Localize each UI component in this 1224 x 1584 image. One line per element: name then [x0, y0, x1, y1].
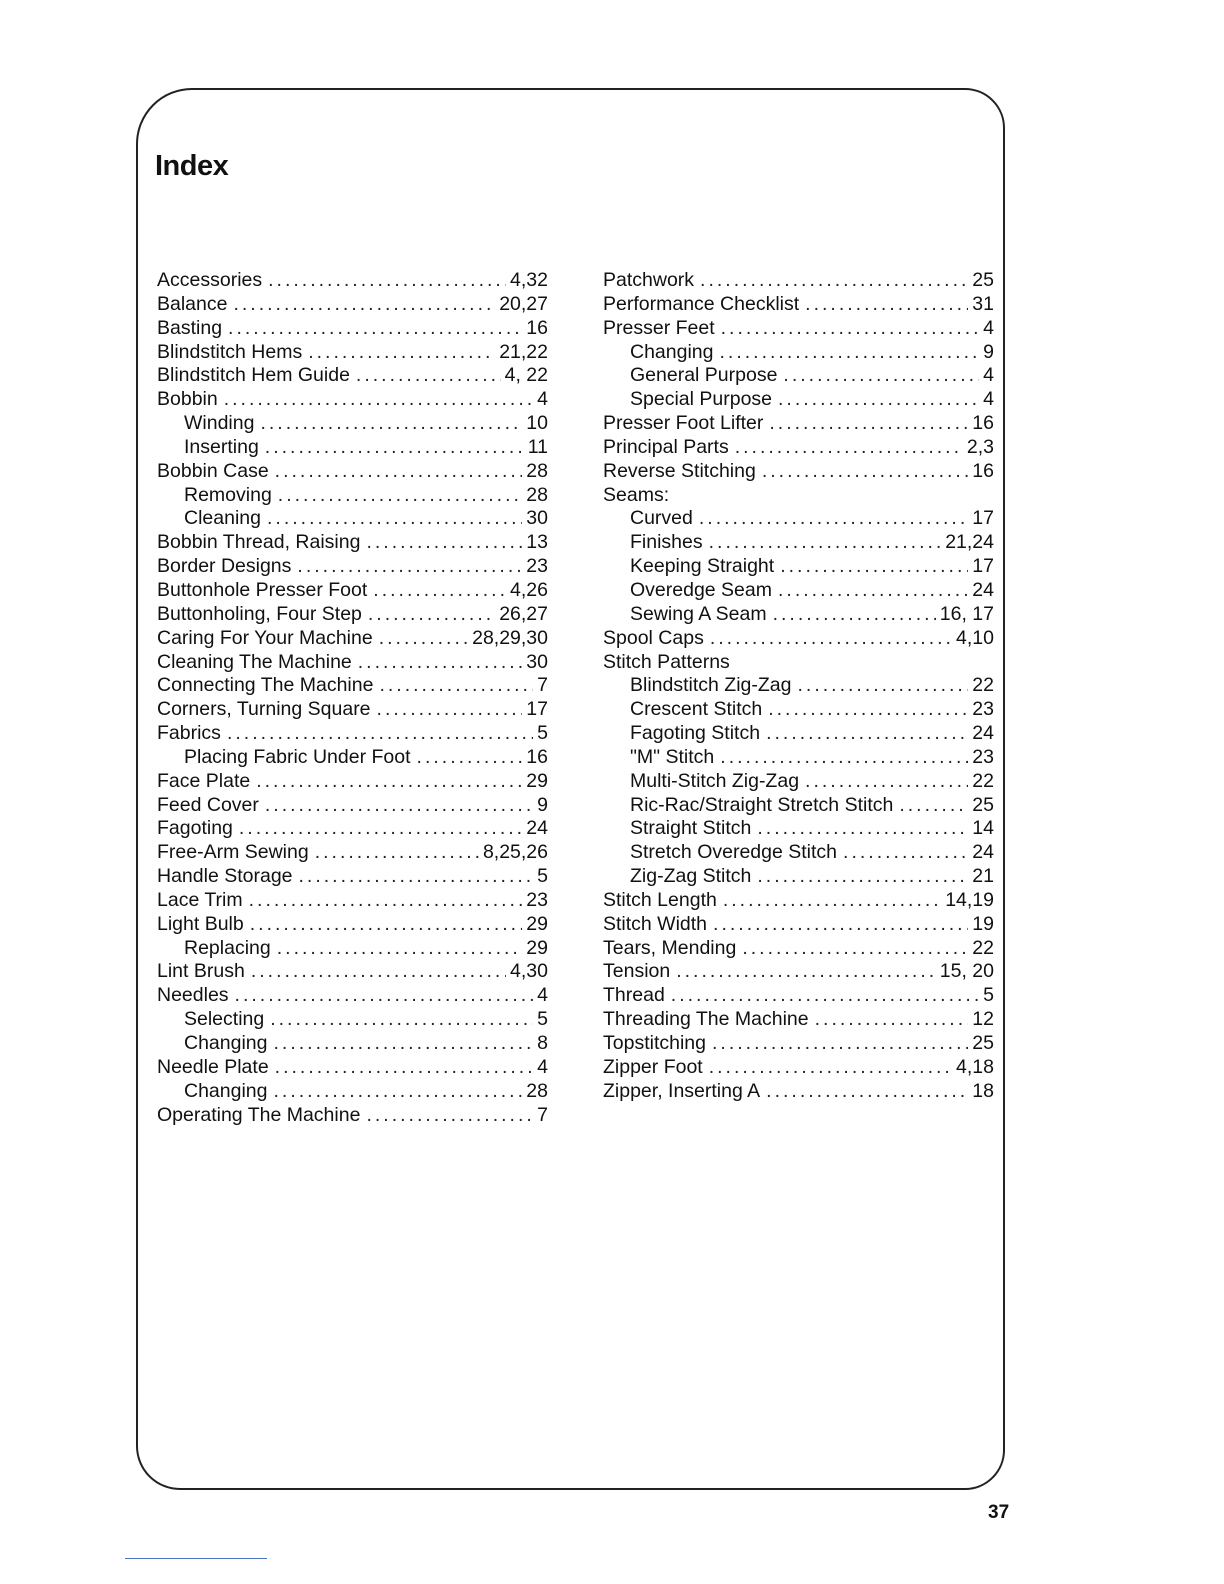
entry-pages: 30	[526, 650, 548, 673]
dot-leader	[719, 341, 979, 365]
entry-label: Blindstitch Hems	[157, 340, 303, 363]
entry-pages: 25	[972, 793, 994, 816]
entry-pages: 4	[537, 984, 548, 1007]
index-entry	[603, 1080, 994, 1104]
entry-label: Performance Checklist	[603, 292, 800, 315]
index-entry	[603, 627, 994, 651]
dot-leader	[709, 1056, 952, 1080]
entry-label: Changing	[630, 340, 714, 363]
entry-pages: 28	[526, 483, 548, 506]
dot-leader	[227, 722, 533, 746]
entry-label: Patchwork	[603, 269, 695, 291]
entry-label: Border Designs	[157, 555, 292, 578]
entry-label: "M" Stitch	[630, 745, 715, 768]
entry-pages: 20,27	[499, 292, 548, 315]
index-column-right	[603, 269, 994, 1104]
index-subentry	[603, 603, 994, 627]
dot-leader	[275, 460, 523, 484]
index-entry	[157, 722, 548, 746]
entry-pages: 29	[526, 769, 548, 792]
index-entry	[157, 317, 548, 341]
dot-leader	[273, 1032, 533, 1056]
entry-label: Stitch Patterns	[603, 650, 730, 673]
dot-leader	[275, 1056, 533, 1080]
entry-label: Reverse Stitching	[603, 459, 756, 482]
entry-pages: 4	[983, 364, 994, 387]
index-entry	[157, 960, 548, 984]
entry-pages: 24	[526, 817, 548, 840]
entry-label: Feed Cover	[157, 793, 259, 816]
dot-leader	[268, 269, 506, 293]
dot-leader	[676, 960, 936, 984]
entry-label: Zig-Zag Stitch	[630, 865, 752, 888]
dot-leader	[735, 436, 963, 460]
entry-label: Bobbin Case	[157, 459, 269, 482]
entry-label: Winding	[184, 412, 255, 435]
dot-leader	[780, 555, 968, 579]
dot-leader	[251, 960, 506, 984]
dot-leader	[815, 1008, 969, 1032]
dot-leader	[256, 770, 522, 794]
dot-leader	[778, 579, 968, 603]
entry-pages: 8,25,26	[482, 841, 548, 864]
index-entry	[603, 1032, 994, 1056]
entry-label: Tears, Mending	[603, 936, 737, 959]
dot-leader	[270, 1008, 533, 1032]
index-subentry	[157, 484, 548, 508]
entry-pages: 19	[972, 912, 994, 935]
entry-pages: 24	[972, 841, 994, 864]
index-entry	[157, 698, 548, 722]
dot-leader	[805, 770, 968, 794]
entry-pages: 14	[972, 817, 994, 840]
entry-label: Straight Stitch	[630, 817, 752, 840]
index-entry	[157, 603, 548, 627]
entry-pages: 16	[526, 316, 548, 339]
dot-leader	[299, 865, 534, 889]
entry-pages: 23	[972, 745, 994, 768]
entry-label: Curved	[630, 507, 693, 530]
index-entry	[157, 770, 548, 794]
entry-label: Ric-Rac/Straight Stretch Stitch	[630, 793, 894, 816]
dot-leader	[766, 1080, 968, 1104]
index-entry	[603, 460, 994, 484]
index-subentry	[603, 865, 994, 889]
index-subentry	[157, 1032, 548, 1056]
index-entry	[157, 627, 548, 651]
entry-pages: 10	[526, 412, 548, 435]
dot-leader	[366, 531, 522, 555]
index-entry	[157, 293, 548, 317]
dot-leader	[265, 794, 533, 818]
entry-label: Fabrics	[157, 722, 221, 745]
dot-leader	[373, 579, 506, 603]
dot-leader	[757, 865, 968, 889]
index-subentry	[603, 341, 994, 365]
entry-pages: 28,29,30	[472, 626, 548, 649]
dot-leader	[417, 746, 523, 770]
dot-leader	[899, 794, 968, 818]
entry-pages: 30	[526, 507, 548, 530]
index-entry	[603, 412, 994, 436]
entry-label: Placing Fabric Under Foot	[184, 745, 411, 768]
entry-pages: 22	[972, 936, 994, 959]
entry-label: Tension	[603, 960, 671, 983]
dot-leader	[239, 817, 522, 841]
entry-label: Spool Caps	[603, 626, 704, 649]
dot-leader	[783, 364, 979, 388]
index-entry	[157, 555, 548, 579]
entry-pages: 4,26	[510, 578, 548, 601]
entry-label: Needle Plate	[157, 1055, 269, 1078]
dot-leader	[235, 984, 534, 1008]
index-subentry	[603, 698, 994, 722]
entry-pages: 23	[526, 555, 548, 578]
index-entry	[157, 1056, 548, 1080]
index-subentry	[603, 531, 994, 555]
dot-leader	[766, 722, 968, 746]
entry-pages: 16, 17	[939, 602, 994, 625]
index-entry	[157, 984, 548, 1008]
entry-pages: 31	[972, 292, 994, 315]
dot-leader	[379, 674, 533, 698]
entry-pages: 5	[537, 722, 548, 745]
dot-leader	[297, 555, 522, 579]
index-subentry	[157, 412, 548, 436]
entry-pages: 4,30	[510, 960, 548, 983]
index-entry	[603, 269, 994, 293]
index-entry	[603, 317, 994, 341]
dot-leader	[377, 698, 523, 722]
dot-leader	[723, 889, 941, 913]
entry-pages: 21,22	[499, 340, 548, 363]
index-entry	[603, 960, 994, 984]
entry-pages: 23	[972, 698, 994, 721]
dot-leader	[742, 937, 968, 961]
entry-pages: 21	[972, 865, 994, 888]
index-subentry	[157, 1080, 548, 1104]
dot-leader	[278, 484, 523, 508]
entry-pages: 5	[537, 1008, 548, 1031]
entry-label: Inserting	[184, 435, 259, 458]
entry-label: Buttonhole Presser Foot	[157, 578, 368, 601]
index-subentry	[603, 841, 994, 865]
entry-pages: 5	[537, 865, 548, 888]
entry-pages: 18	[972, 1079, 994, 1102]
entry-label: Cleaning The Machine	[157, 650, 352, 673]
entry-label: General Purpose	[630, 364, 778, 387]
entry-label: Needles	[157, 984, 229, 1007]
index-subentry	[157, 507, 548, 531]
entry-pages: 17	[526, 698, 548, 721]
entry-pages: 29	[526, 912, 548, 935]
entry-pages: 28	[526, 459, 548, 482]
dot-leader	[699, 507, 968, 531]
index-entry	[157, 531, 548, 555]
entry-pages: 4,10	[956, 626, 994, 649]
entry-pages: 4	[537, 388, 548, 411]
page-title: Index	[155, 150, 229, 182]
index-entry	[603, 937, 994, 961]
dot-leader	[224, 388, 533, 412]
entry-pages: 22	[972, 769, 994, 792]
entry-pages: 22	[972, 674, 994, 697]
entry-label: Basting	[157, 316, 223, 339]
dot-leader	[273, 1080, 522, 1104]
dot-leader	[710, 627, 952, 651]
index-subentry	[157, 937, 548, 961]
dot-leader	[233, 293, 495, 317]
entry-label: Principal Parts	[603, 435, 729, 458]
index-entry	[157, 269, 548, 293]
index-entry	[157, 817, 548, 841]
entry-label: Fagoting	[157, 817, 233, 840]
entry-pages: 4, 22	[504, 364, 548, 387]
index-subentry	[157, 1008, 548, 1032]
entry-pages: 2,3	[966, 435, 994, 458]
dot-leader	[356, 364, 501, 388]
dot-leader	[228, 317, 522, 341]
entry-label: Caring For Your Machine	[157, 626, 373, 649]
entry-pages: 13	[526, 531, 548, 554]
index-subentry	[603, 579, 994, 603]
dot-leader	[315, 841, 479, 865]
entry-label: Balance	[157, 292, 228, 315]
index-entry	[157, 388, 548, 412]
dot-leader	[713, 913, 968, 937]
index-entry	[157, 364, 548, 388]
entry-pages: 12	[972, 1008, 994, 1031]
entry-label: Operating The Machine	[157, 1103, 361, 1126]
index-entry	[157, 889, 548, 913]
entry-label: Light Bulb	[157, 912, 244, 935]
entry-pages: 4,32	[510, 269, 548, 291]
entry-label: Sewing A Seam	[630, 602, 767, 625]
index-subentry	[157, 436, 548, 460]
index-subentry	[603, 794, 994, 818]
entry-label: Zipper Foot	[603, 1055, 703, 1078]
index-entry	[157, 651, 548, 675]
entry-label: Zipper, Inserting A	[603, 1079, 761, 1102]
entry-label: Special Purpose	[630, 388, 773, 411]
index-subentry	[603, 817, 994, 841]
index-column-left	[157, 269, 548, 1127]
entry-label: Connecting The Machine	[157, 674, 374, 697]
entry-pages: 7	[537, 674, 548, 697]
index-subentry	[603, 722, 994, 746]
entry-pages: 24	[972, 722, 994, 745]
entry-pages: 5	[983, 984, 994, 1007]
entry-label: Threading The Machine	[603, 1008, 809, 1031]
dot-leader	[773, 603, 936, 627]
dot-leader	[277, 937, 523, 961]
entry-pages: 25	[972, 269, 994, 291]
index-entry	[603, 293, 994, 317]
entry-pages: 11	[527, 435, 548, 458]
entry-label: Replacing	[184, 936, 271, 959]
dot-leader	[769, 412, 968, 436]
entry-label: Fagoting Stitch	[630, 722, 761, 745]
dot-leader	[805, 293, 968, 317]
entry-pages: 16	[972, 459, 994, 482]
entry-label: Selecting	[184, 1008, 265, 1031]
index-entry	[603, 484, 994, 508]
dot-leader	[249, 889, 523, 913]
footer-rule	[125, 1558, 267, 1559]
dot-leader	[797, 674, 968, 698]
index-subentry	[603, 746, 994, 770]
index-entry	[157, 674, 548, 698]
entry-label: Crescent Stitch	[630, 698, 763, 721]
index-entry	[603, 889, 994, 913]
entry-label: Corners, Turning Square	[157, 698, 371, 721]
entry-label: Handle Storage	[157, 865, 293, 888]
index-entry	[157, 341, 548, 365]
entry-pages: 4,18	[956, 1055, 994, 1078]
index-subentry	[603, 555, 994, 579]
index-entry	[603, 984, 994, 1008]
entry-label: Accessories	[157, 269, 263, 291]
entry-pages: 4	[983, 316, 994, 339]
entry-pages: 26,27	[499, 602, 548, 625]
dot-leader	[358, 651, 523, 675]
entry-label: Presser Feet	[603, 316, 715, 339]
dot-leader	[721, 317, 980, 341]
dot-leader	[379, 627, 468, 651]
index-entry	[157, 1104, 548, 1128]
dot-leader	[768, 698, 968, 722]
index-entry	[157, 841, 548, 865]
dot-leader	[366, 1104, 533, 1128]
dot-leader	[720, 746, 968, 770]
entry-label: Blindstitch Zig-Zag	[630, 674, 792, 697]
entry-label: Changing	[184, 1079, 268, 1102]
index-subentry	[603, 388, 994, 412]
index-subentry	[603, 507, 994, 531]
index-entry	[603, 1008, 994, 1032]
entry-label: Lace Trim	[157, 888, 243, 911]
index-entry	[157, 579, 548, 603]
entry-pages: 4	[537, 1055, 548, 1078]
entry-label: Multi-Stitch Zig-Zag	[630, 769, 800, 792]
index-entry	[157, 865, 548, 889]
entry-pages: 9	[537, 793, 548, 816]
entry-label: Stitch Length	[603, 888, 717, 911]
dot-leader	[843, 841, 968, 865]
entry-pages: 16	[972, 412, 994, 435]
entry-pages: 16	[526, 745, 548, 768]
dot-leader	[368, 603, 495, 627]
index-entry	[157, 460, 548, 484]
dot-leader	[250, 913, 523, 937]
index-entry	[603, 913, 994, 937]
entry-label: Lint Brush	[157, 960, 245, 983]
entry-pages: 9	[983, 340, 994, 363]
dot-leader	[757, 817, 968, 841]
entry-label: Bobbin	[157, 388, 218, 411]
dot-leader	[260, 412, 522, 436]
entry-label: Cleaning	[184, 507, 261, 530]
entry-label: Presser Foot Lifter	[603, 412, 764, 435]
entry-pages: 28	[526, 1079, 548, 1102]
entry-label: Overedge Seam	[630, 578, 772, 601]
dot-leader	[712, 1032, 968, 1056]
page-number: 37	[988, 1502, 1010, 1523]
entry-label: Thread	[603, 984, 665, 1007]
entry-pages: 21,24	[945, 531, 994, 554]
entry-label: Buttonholing, Four Step	[157, 602, 362, 625]
dot-leader	[267, 507, 522, 531]
entry-label: Face Plate	[157, 769, 251, 792]
index-entry	[603, 436, 994, 460]
entry-pages: 14,19	[945, 888, 994, 911]
entry-pages: 29	[526, 936, 548, 959]
entry-pages: 15, 20	[939, 960, 994, 983]
entry-label: Bobbin Thread, Raising	[157, 531, 361, 554]
index-subentry	[603, 770, 994, 794]
dot-leader	[700, 269, 968, 293]
dot-leader	[265, 436, 524, 460]
entry-label: Blindstitch Hem Guide	[157, 364, 350, 387]
entry-pages: 4	[983, 388, 994, 411]
entry-pages: 17	[972, 507, 994, 530]
entry-label: Seams:	[603, 483, 670, 506]
entry-pages: 23	[526, 888, 548, 911]
entry-label: Topstitching	[603, 1032, 706, 1054]
entry-label: Finishes	[630, 531, 703, 554]
dot-leader	[709, 531, 942, 555]
dot-leader	[308, 341, 495, 365]
entry-pages: 7	[537, 1103, 548, 1126]
entry-label: Stretch Overedge Stitch	[630, 841, 838, 864]
dot-leader	[671, 984, 979, 1008]
entry-pages: 8	[537, 1032, 548, 1054]
index-subentry	[157, 746, 548, 770]
index-subentry	[603, 364, 994, 388]
dot-leader	[778, 388, 979, 412]
dot-leader	[762, 460, 968, 484]
entry-pages: 17	[972, 555, 994, 578]
entry-pages: 24	[972, 578, 994, 601]
entry-label: Keeping Straight	[630, 555, 775, 578]
entry-label: Removing	[184, 483, 272, 506]
entry-pages: 25	[972, 1032, 994, 1054]
entry-label: Stitch Width	[603, 912, 708, 935]
index-entry	[603, 1056, 994, 1080]
entry-label: Changing	[184, 1032, 268, 1054]
index-entry	[157, 913, 548, 937]
index-subentry	[603, 674, 994, 698]
index-entry	[157, 794, 548, 818]
index-entry	[603, 651, 994, 675]
entry-label: Free-Arm Sewing	[157, 841, 309, 864]
